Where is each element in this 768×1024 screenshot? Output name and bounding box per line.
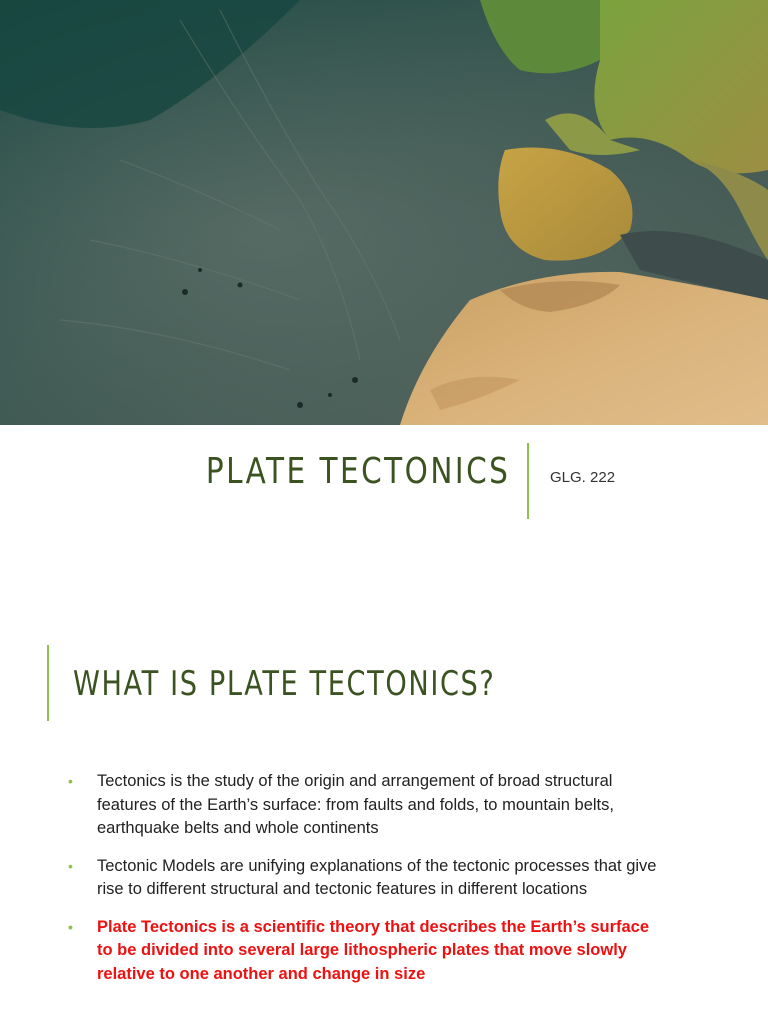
content-slide [0, 570, 768, 1024]
bullet-marker-icon: • [68, 773, 73, 789]
course-code: GLG. 222 [550, 469, 616, 486]
bullet-text: Plate Tectonics is a scientific theory that describes the Earth’s surface to be divided into several large lithospheric plates that move slowly relative to one another and change in size [97, 917, 650, 983]
bullet-item-emphasis [68, 916, 668, 987]
earth-satellite-image [0, 0, 768, 425]
bullet-list [68, 770, 668, 1000]
bullet-marker-icon: • [68, 918, 73, 935]
bullet-item [68, 855, 668, 902]
heading-divider [47, 645, 49, 721]
bullet-text: Tectonics is the study of the origin and arrangement of broad structural features of the Earth’s surface: from faults and folds, to mountain belts, earthquake belts and whole continents [97, 772, 614, 837]
slide-heading: WHAT IS PLATE TECTONICS? [73, 664, 496, 704]
bullet-marker-icon: • [68, 857, 73, 874]
bullet-item [68, 770, 668, 841]
slide-title: PLATE TECTONICS [205, 451, 510, 492]
bullet-text: Tectonic Models are unifying explanations of the tectonic processes that give rise to different structural and tectonic features in different locations [97, 856, 657, 898]
title-divider [527, 443, 529, 519]
